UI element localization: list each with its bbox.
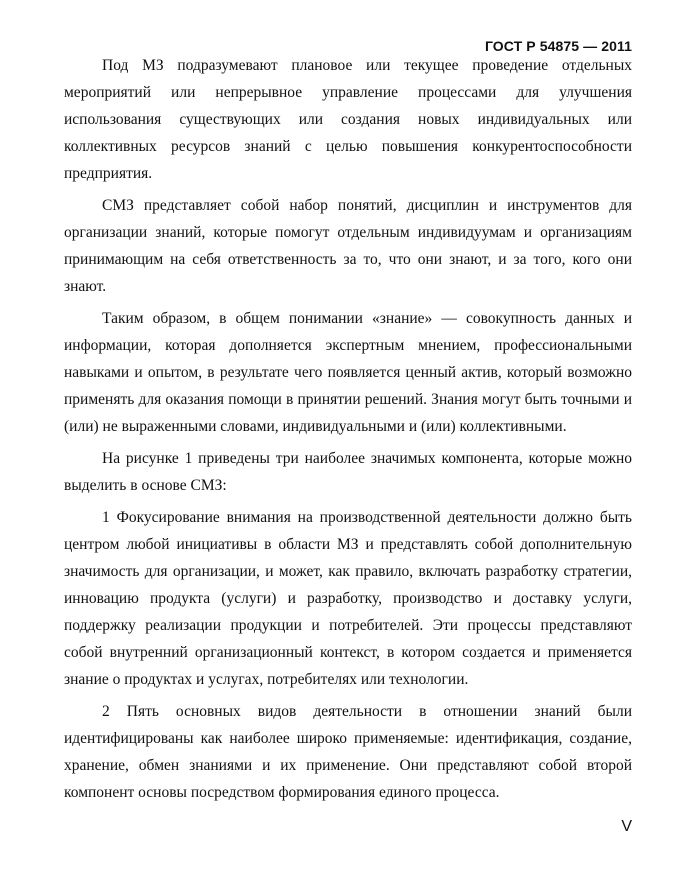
document-body: [64, 52, 632, 811]
document-header: ГОСТ Р 54875 — 2011: [484, 38, 632, 54]
paragraph-kms-definition: СМЗ представляет собой набор понятий, дисциплин и инструментов для организации знаний, которые помогут отдельным индивидуумам и организациям принимающим на себя ответственность за то, что они знают, и за того, кого они знают.: [64, 197, 632, 295]
page-number: V: [621, 818, 632, 835]
paragraph-component-1: 1 Фокусирование внимания на производственной деятельности должно быть центром любой инициативы в области МЗ и представлять собой дополнительную значимость для организации, и может, как правило, включать разработку стратегии, инновацию продукта (услуги) и разработку, производство и доставку услуги, поддержку реализации продукции и потребителей. Эти процессы представляют собой внутренний организационный контекст, в котором создается и применяется знание о продуктах и услугах, потребителях или технологии.: [64, 509, 632, 688]
paragraph-figure-reference: На рисунке 1 приведены три наиболее значимых компонента, которые можно выделить в основе СМЗ:: [64, 450, 632, 494]
paragraph-knowledge-definition: Таким образом, в общем понимании «знание» — совокупность данных и информации, которая дополняется экспертным мнением, профессиональными навыками и опытом, в результате чего появляется ценный актив, который возможно применять для оказания помощи в принятии решений. Знания могут быть точными и (или) не выраженными словами, индивидуальными и (или) коллективными.: [64, 310, 632, 435]
paragraph-km-definition: Под МЗ подразумевают плановое или текущее проведение отдельных мероприятий или непрерывное управление процессами для улучшения использования существующих или создания новых индивидуальных или коллективных ресурсов знаний с целью повышения конкурентоспособности предприятия.: [64, 57, 632, 182]
paragraph-component-2: 2 Пять основных видов деятельности в отношении знаний были идентифицированы как наиболее широко применяемые: идентификация, создание, хранение, обмен знаниями и их применение. Они представляют собой второй компонент основы посредством формирования единого процесса.: [64, 703, 632, 801]
